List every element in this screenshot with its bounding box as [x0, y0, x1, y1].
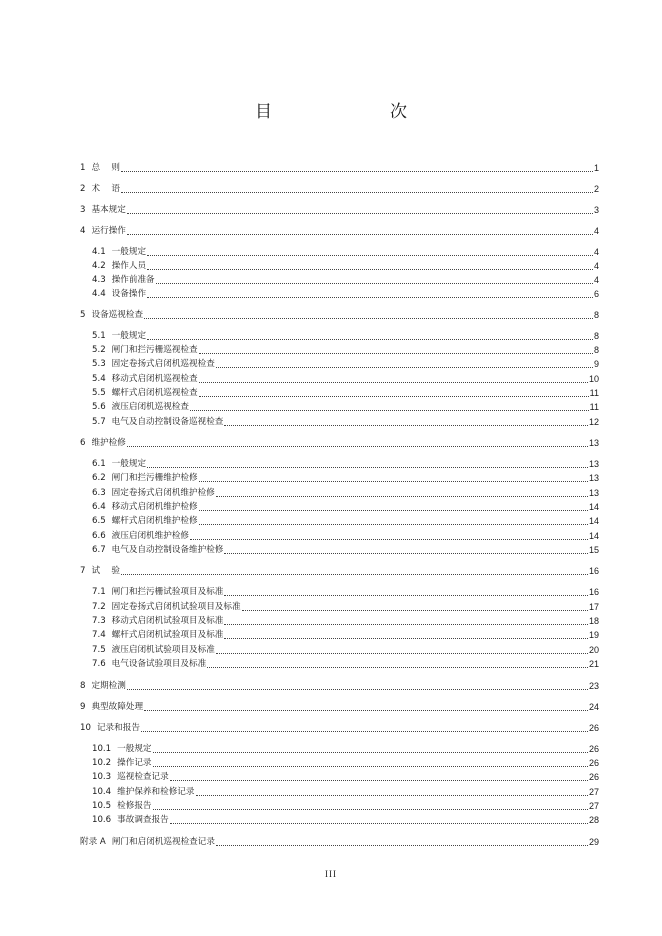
toc-entry[interactable]	[92, 514, 599, 527]
toc-entry-number: 10.3	[92, 772, 112, 782]
toc-entry[interactable]	[92, 287, 599, 300]
toc-entry-number: 6.4	[92, 502, 106, 512]
toc-entry-number: 10.5	[92, 801, 112, 811]
toc-entry-number: 7.3	[92, 616, 106, 626]
toc-entry-page: 19	[588, 630, 599, 640]
toc-dot-leader	[147, 269, 593, 270]
toc-entry-page: 1	[593, 163, 599, 173]
toc-entry-label	[92, 417, 223, 428]
toc-entry-page: 14	[588, 502, 599, 512]
toc-entry-title: 电气及自动控制设备巡视检查	[111, 417, 224, 427]
toc-entry-number: 7	[80, 566, 86, 576]
toc-entry-title: 固定卷扬式启闭机维护检修	[111, 488, 215, 498]
toc-entry-title: 液压启闭机维护检修	[111, 531, 190, 541]
toc-entry-title: 一般规定	[111, 459, 147, 469]
toc-entry[interactable]	[92, 245, 599, 258]
toc-dot-leader	[127, 234, 593, 235]
toc-entry-page: 20	[588, 645, 599, 655]
toc-dot-leader	[199, 510, 588, 511]
toc-dot-leader	[199, 382, 588, 383]
toc-dot-leader	[224, 595, 588, 596]
toc-entry-number: 5.2	[92, 345, 106, 355]
toc-dot-leader	[242, 610, 588, 611]
toc-entry-title: 液压启闭机试验项目及标准	[111, 645, 215, 655]
toc-entry-number: 5.3	[92, 359, 106, 369]
toc-entry-title: 闸门和拦污栅维护检修	[111, 473, 198, 483]
toc-entry-label	[92, 473, 198, 484]
toc-entry-label	[92, 502, 198, 513]
toc-entry[interactable]	[92, 486, 599, 499]
toc-entry-title: 螺杆式启闭机维护检修	[111, 516, 198, 526]
toc-entry[interactable]	[92, 742, 599, 755]
toc-entry-label	[92, 630, 223, 641]
toc-entry-page: 10	[588, 374, 599, 384]
toc-entry[interactable]	[92, 500, 599, 513]
toc-entry[interactable]	[80, 203, 599, 216]
toc-entry-page: 4	[593, 261, 599, 271]
toc-entry-label	[92, 388, 198, 399]
toc-entry-title: 事故调查报告	[117, 815, 169, 825]
toc-entry-label	[92, 247, 146, 258]
toc-entry-page: 14	[588, 531, 599, 541]
toc-entry-title: 操作记录	[117, 758, 152, 768]
toc-entry-page: 16	[588, 566, 599, 576]
toc-entry-label	[92, 261, 146, 272]
toc-entry-page: 4	[593, 226, 599, 236]
toc-entry-page: 15	[588, 545, 599, 555]
toc-dot-leader	[190, 410, 589, 411]
toc-entry-title: 设备巡视检查	[91, 310, 144, 320]
toc-entry-title: 电气设备试验项目及标准	[111, 659, 207, 669]
toc-dot-leader	[121, 192, 593, 193]
toc-entry-title: 典型故障处理	[91, 702, 144, 712]
toc-dot-leader	[121, 574, 588, 575]
toc-entry-page: 2	[593, 184, 599, 194]
toc-entry-page: 13	[588, 438, 599, 448]
toc-entry-label	[92, 787, 195, 798]
toc-entry-number: 4.2	[92, 261, 106, 271]
toc-entry-label	[92, 616, 223, 627]
toc-dot-leader	[190, 539, 588, 540]
toc-dot-leader	[144, 318, 593, 319]
toc-entry[interactable]	[80, 564, 599, 577]
toc-entry[interactable]	[92, 585, 599, 598]
toc-entry-page: 26	[588, 723, 599, 733]
toc-entry-title: 一般规定	[111, 247, 147, 257]
toc-entry-number: 10.6	[92, 815, 112, 825]
toc-entry[interactable]	[92, 628, 599, 641]
toc-entry-page: 13	[588, 488, 599, 498]
toc-entry-number: 6	[80, 438, 86, 448]
toc-entry-title: 固定卷扬式启闭机试验项目及标准	[111, 602, 241, 612]
toc-entry-number: 7.4	[92, 630, 106, 640]
toc-entry-label	[92, 645, 215, 656]
toc-entry-number: 10.4	[92, 787, 112, 797]
toc-entry-title: 记录和报告	[96, 723, 140, 733]
toc-entry[interactable]	[80, 436, 599, 449]
toc-entry[interactable]	[92, 785, 599, 798]
toc-entry-page: 17	[588, 602, 599, 612]
toc-entry-label	[92, 744, 152, 755]
toc-dot-leader	[141, 731, 588, 732]
toc-entry[interactable]	[92, 259, 599, 272]
toc-entry[interactable]	[80, 224, 599, 237]
toc-dot-leader	[147, 339, 593, 340]
toc-entry[interactable]	[92, 386, 599, 399]
toc-entry-page: 14	[588, 516, 599, 526]
toc-entry[interactable]	[92, 372, 599, 385]
toc-entry[interactable]	[80, 182, 599, 195]
toc-entry-title: 移动式启闭机维护检修	[111, 502, 198, 512]
toc-entry[interactable]	[92, 329, 599, 342]
toc-entry-title: 维护检修	[91, 438, 126, 448]
toc-entry-page: 27	[588, 801, 599, 811]
toc-entry-title: 液压启闭机巡视检查	[111, 402, 190, 412]
toc-entry-label	[92, 402, 189, 413]
toc-entry-title: 螺杆式启闭机试验项目及标准	[111, 630, 224, 640]
toc-entry[interactable]	[92, 357, 599, 370]
toc-entry-label	[92, 758, 152, 769]
toc-entry[interactable]	[80, 721, 599, 734]
toc-dot-leader	[170, 780, 588, 781]
toc-dot-leader	[147, 255, 593, 256]
toc-entry-label	[92, 659, 206, 670]
toc-entry[interactable]	[80, 700, 599, 713]
toc-entry-title: 操作前准备	[111, 275, 155, 285]
toc-entry-title: 定期检测	[91, 681, 126, 691]
toc-entry-label	[80, 226, 126, 237]
toc-entry-label	[80, 163, 120, 174]
toc-entry-title: 闸门和启闭机巡视检查记录	[111, 837, 215, 847]
toc-title: 目 次	[255, 102, 435, 122]
toc-entry-label	[92, 359, 215, 370]
toc-entry-title: 闸门和拦污栅巡视检查	[111, 345, 198, 355]
toc-entry-page: 26	[588, 772, 599, 782]
toc-entry-label	[92, 331, 146, 342]
toc-entry-number: 6.5	[92, 516, 106, 526]
toc-entry-number: 5	[80, 310, 86, 320]
toc-dot-leader	[153, 752, 588, 753]
toc-entry-page: 28	[588, 815, 599, 825]
toc-dot-leader	[199, 481, 588, 482]
toc-entry-page: 29	[588, 837, 599, 847]
toc-entry-page: 13	[588, 473, 599, 483]
toc-entry[interactable]	[92, 529, 599, 542]
toc-entry-title: 操作人员	[111, 261, 147, 271]
toc-entry-number: 4	[80, 226, 86, 236]
toc-entry-title: 一般规定	[117, 744, 152, 754]
toc-entry-title: 设备操作	[111, 289, 147, 299]
toc-entry-page: 12	[588, 417, 599, 427]
toc-entry-label	[92, 531, 189, 542]
toc-entry-title: 试 验	[91, 566, 120, 576]
toc-entry-label	[92, 587, 223, 598]
toc-dot-leader	[224, 624, 588, 625]
toc-entry[interactable]	[80, 161, 599, 174]
toc-dot-leader	[121, 171, 593, 172]
toc-entry-title: 总 则	[91, 163, 120, 173]
toc-entry[interactable]	[92, 400, 599, 413]
toc-entry-number: 7.5	[92, 645, 106, 655]
toc-entry[interactable]	[92, 415, 599, 428]
toc-entry-number: 7.6	[92, 659, 106, 669]
toc-entry-number: 6.1	[92, 459, 106, 469]
toc-entry-number: 10.2	[92, 758, 112, 768]
toc-entry[interactable]	[92, 813, 599, 826]
toc-entry-title: 检修报告	[117, 801, 152, 811]
toc-entry[interactable]	[92, 614, 599, 627]
toc-entry-page: 8	[593, 331, 599, 341]
toc-dot-leader	[170, 823, 588, 824]
toc-entry-title: 基本规定	[91, 205, 126, 215]
toc-entry[interactable]	[92, 657, 599, 670]
toc-entry-label	[80, 438, 126, 449]
toc-dot-leader	[199, 524, 588, 525]
toc-dot-leader	[207, 667, 588, 668]
toc-dot-leader	[127, 689, 588, 690]
toc-entry-number: 6.2	[92, 473, 106, 483]
toc-entry-page: 4	[593, 247, 599, 257]
toc-dot-leader	[216, 367, 593, 368]
toc-dot-leader	[147, 297, 593, 298]
toc-entry[interactable]	[92, 457, 599, 470]
toc-entry[interactable]	[92, 543, 599, 556]
toc-entry-number: 6.3	[92, 488, 106, 498]
toc-entry[interactable]	[92, 343, 599, 356]
toc-entry-number: 7.2	[92, 602, 106, 612]
toc-entry-page: 16	[588, 587, 599, 597]
toc-entry-number: 6.7	[92, 545, 106, 555]
toc-entry-title: 螺杆式启闭机巡视检查	[111, 388, 198, 398]
toc-entry-label	[92, 488, 215, 499]
toc-entry-label	[92, 772, 169, 783]
page-number: III	[325, 869, 337, 879]
toc-entry[interactable]	[80, 835, 599, 848]
toc-entry-page: 26	[588, 758, 599, 768]
toc-entry-number: 3	[80, 205, 86, 215]
toc-entry-title: 移动式启闭机试验项目及标准	[111, 616, 224, 626]
toc-dot-leader	[199, 353, 593, 354]
toc-entry-label	[80, 310, 143, 321]
toc-entry-number: 10.1	[92, 744, 112, 754]
toc-dot-leader	[156, 283, 593, 284]
toc-entry-label	[80, 837, 215, 848]
toc-entry-page: 4	[593, 275, 599, 285]
toc-entry-label	[92, 275, 155, 286]
toc-entry-page: 9	[593, 359, 599, 369]
toc-entry-title: 闸门和拦污栅试验项目及标准	[111, 587, 224, 597]
toc-entry-number: 4.3	[92, 275, 106, 285]
toc-entry-label	[80, 723, 140, 734]
toc-entry-number: 5.1	[92, 331, 106, 341]
toc-entry-label	[92, 516, 198, 527]
toc-dot-leader	[224, 553, 588, 554]
toc-entry-number: 2	[80, 184, 86, 194]
toc-dot-leader	[144, 710, 588, 711]
toc-entry-page: 3	[593, 205, 599, 215]
toc-entry-page: 23	[588, 681, 599, 691]
toc-entry-label	[92, 602, 241, 613]
toc-entry-label	[80, 702, 143, 713]
toc-entry-label	[92, 801, 152, 812]
toc-dot-leader	[199, 396, 589, 397]
toc-entry-page: 24	[588, 702, 599, 712]
toc-entry[interactable]	[92, 756, 599, 769]
toc-entry-page: 11	[589, 402, 599, 412]
toc-entry-page: 13	[588, 459, 599, 469]
toc-dot-leader	[153, 766, 588, 767]
toc-entry[interactable]	[80, 679, 599, 692]
toc-dot-leader	[127, 213, 593, 214]
toc-entry-title: 固定卷扬式启闭机巡视检查	[111, 359, 215, 369]
toc-dot-leader	[216, 653, 588, 654]
toc-entry-title: 一般规定	[111, 331, 147, 341]
toc-entry-number: 6.6	[92, 531, 106, 541]
toc-entry-number: 8	[80, 681, 86, 691]
toc-entry-label	[80, 205, 126, 216]
toc-dot-leader	[224, 638, 588, 639]
toc-dot-leader	[127, 446, 588, 447]
toc-entry-title: 术 语	[91, 184, 120, 194]
toc-entry-title: 移动式启闭机巡视检查	[111, 374, 198, 384]
toc-entry-label	[92, 289, 146, 300]
toc-entry-number: 1	[80, 163, 86, 173]
toc-entry-page: 27	[588, 787, 599, 797]
toc-entry-title: 运行操作	[91, 226, 126, 236]
toc-entry-label	[80, 566, 120, 577]
toc-entry-title: 电气及自动控制设备维护检修	[111, 545, 224, 555]
toc-entry-page: 11	[589, 388, 599, 398]
toc-entry-label	[92, 459, 146, 470]
toc-entry-page: 6	[593, 289, 599, 299]
toc-entry-number: 5.5	[92, 388, 106, 398]
toc-entry-title: 巡视检查记录	[117, 772, 169, 782]
toc-dot-leader	[147, 467, 588, 468]
toc-entry-label	[92, 545, 223, 556]
toc-entry-page: 18	[588, 616, 599, 626]
toc-entry-label	[80, 184, 120, 195]
toc-entry-number: 4.4	[92, 289, 106, 299]
toc-entry[interactable]	[92, 273, 599, 286]
toc-entry-page: 8	[593, 310, 599, 320]
toc-dot-leader	[196, 795, 588, 796]
toc-entry[interactable]	[92, 643, 599, 656]
toc-dot-leader	[153, 809, 588, 810]
toc-entry-number: 9	[80, 702, 86, 712]
toc-dot-leader	[216, 845, 588, 846]
toc-entry[interactable]	[92, 799, 599, 812]
toc-entry[interactable]	[92, 600, 599, 613]
toc-entry-number: 7.1	[92, 587, 106, 597]
toc-entry[interactable]	[92, 770, 599, 783]
toc-entry-number: 附录 A	[80, 837, 106, 847]
toc-entry-label	[80, 681, 126, 692]
toc-entry[interactable]	[80, 308, 599, 321]
toc-entry-label	[92, 374, 198, 385]
toc-entry-page: 21	[588, 659, 599, 669]
toc-entry-number: 5.4	[92, 374, 106, 384]
toc-dot-leader	[224, 425, 588, 426]
toc-entry-number: 5.7	[92, 417, 106, 427]
toc-entry-label	[92, 345, 198, 356]
toc-entry-title: 维护保养和检修记录	[117, 787, 195, 797]
toc-entry-page: 26	[588, 744, 599, 754]
toc-entry-number: 5.6	[92, 402, 106, 412]
toc-entry-number: 10	[80, 723, 91, 733]
toc-entry-number: 4.1	[92, 247, 106, 257]
toc-entry[interactable]	[92, 471, 599, 484]
toc-entry-label	[92, 815, 169, 826]
toc-entry-page: 8	[593, 345, 599, 355]
toc-dot-leader	[216, 496, 588, 497]
